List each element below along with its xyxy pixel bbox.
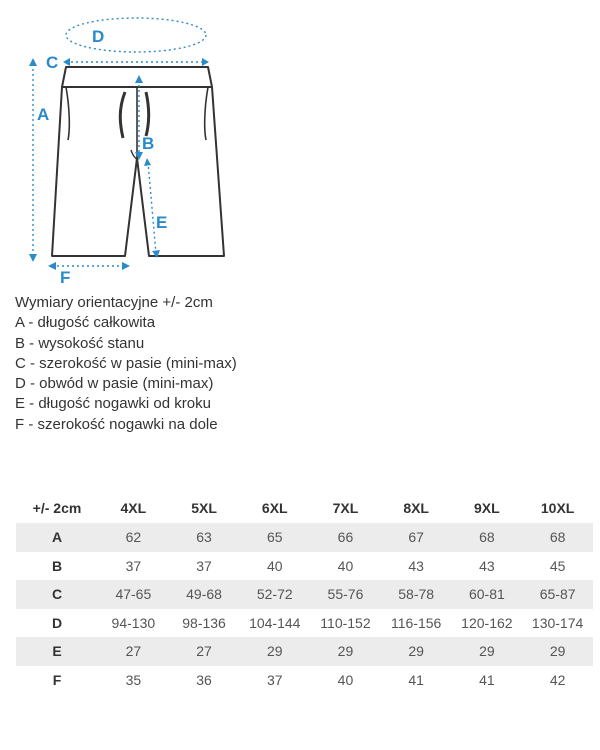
table-cell: 62 [98,523,169,552]
table-cell: 27 [98,637,169,666]
label-f: F [60,268,71,287]
inseam-marker [148,162,156,254]
table-cell: 40 [310,552,381,581]
measurement-legend [15,293,237,435]
table-cell: 29 [452,637,523,666]
table-cell: 110-152 [310,609,381,638]
row-label: D [16,609,98,638]
table-cell: 29 [522,637,593,666]
table-row [16,637,593,666]
table-cell: 35 [98,666,169,695]
table-cell: 41 [381,666,452,695]
table-cell: 29 [381,637,452,666]
table-cell: 27 [169,637,240,666]
table-cell: 66 [310,523,381,552]
row-label: E [16,637,98,666]
table-cell: 47-65 [98,580,169,609]
table-cell: 45 [522,552,593,581]
legend-item-c: C - szerokość w pasie (mini-max) [15,354,237,372]
table-cell: 41 [452,666,523,695]
size-header: 4XL [120,500,147,516]
table-cell: 40 [310,666,381,695]
size-header: 9XL [474,500,500,516]
table-cell: 65 [239,523,310,552]
waist-circumference-marker [66,18,206,52]
table-cell: 37 [98,552,169,581]
legend-item-a: A - długość całkowita [15,314,156,332]
table-cell: 55-76 [310,580,381,609]
size-table [16,493,593,694]
label-e: E [156,213,168,232]
row-label: A [16,523,98,552]
size-header: 5XL [191,500,217,516]
legend-item-f: F - szerokość nogawki na dole [15,415,218,433]
shorts-outline [52,67,224,256]
size-header: 10XL [540,500,575,516]
table-cell: 104-144 [239,609,310,638]
table-cell: 68 [522,523,593,552]
table-cell: 43 [452,552,523,581]
legend-title: Wymiary orientacyjne +/- 2cm [15,294,213,311]
table-cell: 42 [522,666,593,695]
table-cell: 60-81 [452,580,523,609]
table-cell: 67 [381,523,452,552]
label-d: D [92,27,105,46]
table-cell: 49-68 [169,580,240,609]
table-cell: 37 [239,666,310,695]
table-cell: 116-156 [381,609,452,638]
table-cell: 63 [169,523,240,552]
legend-item-d: D - obwód w pasie (mini-max) [15,375,214,393]
size-table-header [16,493,593,523]
label-a: A [37,105,50,124]
table-cell: 52-72 [239,580,310,609]
table-row [16,609,593,638]
size-header: 7XL [332,500,359,516]
legend-item-b: B - wysokość stanu [15,334,145,352]
row-label: B [16,552,98,581]
table-cell: 29 [239,637,310,666]
label-b: B [142,134,155,153]
label-c: C [46,53,59,72]
table-row [16,552,593,581]
table-row [16,580,593,609]
table-row [16,666,593,695]
table-cell: 36 [169,666,240,695]
table-cell: 68 [452,523,523,552]
table-cell: 120-162 [452,609,523,638]
shorts-measurement-diagram [0,0,260,292]
table-cell: 40 [239,552,310,581]
tolerance-header: +/- 2cm [32,500,82,516]
table-cell: 65-87 [522,580,593,609]
table-cell: 58-78 [381,580,452,609]
legend-item-e: E - długość nogawki od kroku [15,395,211,413]
table-cell: 94-130 [98,609,169,638]
table-cell: 29 [310,637,381,666]
row-label: C [16,580,98,609]
row-label: F [16,666,98,695]
table-row [16,523,593,552]
table-cell: 98-136 [169,609,240,638]
table-cell: 37 [169,552,240,581]
table-cell: 43 [381,552,452,581]
table-cell: 130-174 [522,609,593,638]
size-header: 6XL [261,500,288,516]
size-header: 8XL [403,500,429,516]
